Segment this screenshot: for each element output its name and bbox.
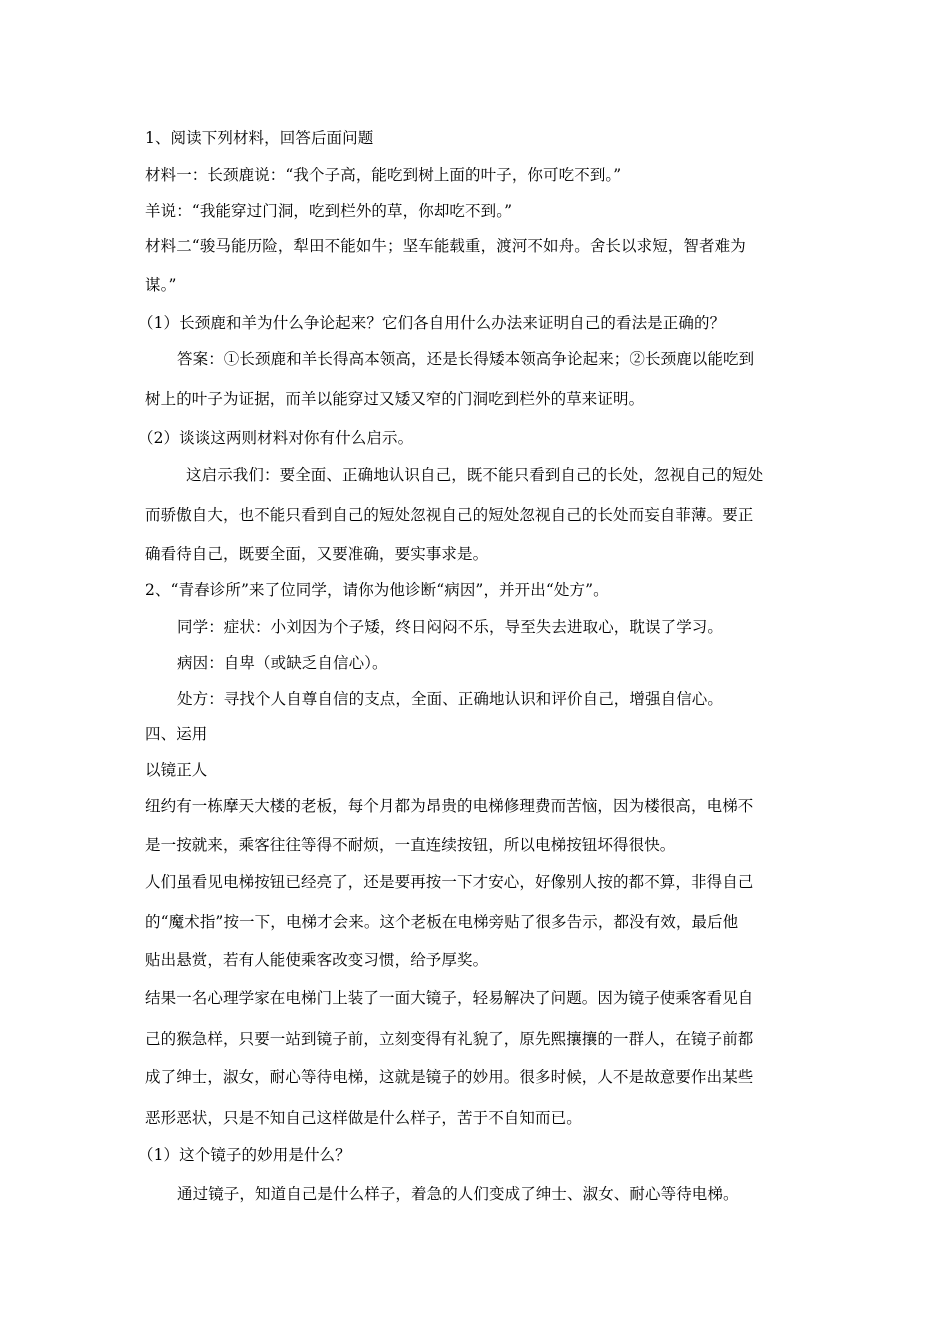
story-title: 以镜正人: [145, 761, 208, 779]
material-1-line: 材料一：长颈鹿说：“我个子高，能吃到树上面的叶子，你可吃不到。”: [145, 166, 622, 184]
story-paragraph-3-line-1: 结果一名心理学家在电梯门上装了一面大镜子，轻易解决了问题。因为镜子使乘客看见自: [145, 989, 754, 1007]
answer-2-line-2: 而骄傲自大，也不能只看到自己的短处忽视自己的短处忽视自己的长处而妄自菲薄。要正: [145, 506, 754, 524]
story-paragraph-2-line-1: 人们虽看见电梯按钮已经亮了，还是要再按一下才安心，好像别人按的都不算，非得自己: [145, 873, 754, 891]
sheep-says-line: 羊说：“我能穿过门洞，吃到栏外的草，你却吃不到。”: [145, 202, 513, 220]
prescription-line: 处方：寻找个人自尊自信的支点，全面、正确地认识和评价自己，增强自信心。: [177, 690, 724, 708]
story-paragraph-2-line-3: 贴出悬赏，若有人能使乘客改变习惯，给予厚奖。: [145, 951, 489, 969]
story-paragraph-3-line-3: 成了绅士，淑女，耐心等待电梯，这就是镜子的妙用。很多时候，人不是故意要作出某些: [145, 1068, 754, 1086]
answer-2-line-3: 确看待自己，既要全面，又要准确，要实事求是。: [145, 545, 489, 563]
story-question-1: （1）这个镜子的妙用是什么？: [138, 1146, 351, 1164]
story-answer-1: 通过镜子，知道自己是什么样子，着急的人们变成了绅士、淑女、耐心等待电梯。: [177, 1185, 739, 1203]
classmate-symptom-line: 同学：症状：小刘因为个子矮，终日闷闷不乐，导至失去进取心，耽误了学习。: [177, 618, 724, 636]
question-2-heading: 2、“青春诊所”来了位同学，请你为他诊断“病因”，并开出“处方”。: [145, 581, 609, 599]
story-paragraph-3-line-4: 恶形恶状，只是不知自己这样做是什么样子，苦于不自知而已。: [145, 1109, 582, 1127]
answer-1-line-1: 答案：①长颈鹿和羊长得高本领高，还是长得矮本领高争论起来；②长颈鹿以能吃到: [177, 350, 755, 368]
sub-question-2: （2）谈谈这两则材料对你有什么启示。: [138, 429, 414, 447]
answer-1-line-2: 树上的叶子为证据，而羊以能穿过又矮又窄的门洞吃到栏外的草来证明。: [145, 390, 645, 408]
story-paragraph-3-line-2: 己的猴急样，只要一站到镜子前，立刻变得有礼貌了，原先熙攘攘的一群人，在镜子前都: [145, 1030, 754, 1048]
story-paragraph-2-line-2: 的“魔术指”按一下，电梯才会来。这个老板在电梯旁贴了很多告示，都没有效，最后他: [145, 913, 739, 931]
sub-question-1: （1）长颈鹿和羊为什么争论起来？它们各自用什么办法来证明自己的看法是正确的？: [138, 314, 726, 332]
story-paragraph-1-line-2: 是一按就来，乘客往往等得不耐烦，一直连续按钮，所以电梯按钮坏得很快。: [145, 836, 676, 854]
question-1-heading: 1、阅读下列材料，回答后面问题: [145, 129, 374, 147]
section-4-heading: 四、运用: [145, 725, 208, 743]
answer-2-line-1: 这启示我们：要全面、正确地认识自己，既不能只看到自己的长处，忽视自己的短处: [186, 466, 764, 484]
material-2-line: 材料二“骏马能历险，犁田不能如牛；坚车能载重，渡河不如舟。舍长以求短，智者难为: [145, 237, 746, 255]
story-paragraph-1-line-1: 纽约有一栋摩天大楼的老板，每个月都为昂贵的电梯修理费而苦恼，因为楼很高，电梯不: [145, 797, 754, 815]
material-2-continuation: 谋。”: [145, 276, 177, 294]
cause-line: 病因：自卑（或缺乏自信心）。: [177, 654, 388, 672]
